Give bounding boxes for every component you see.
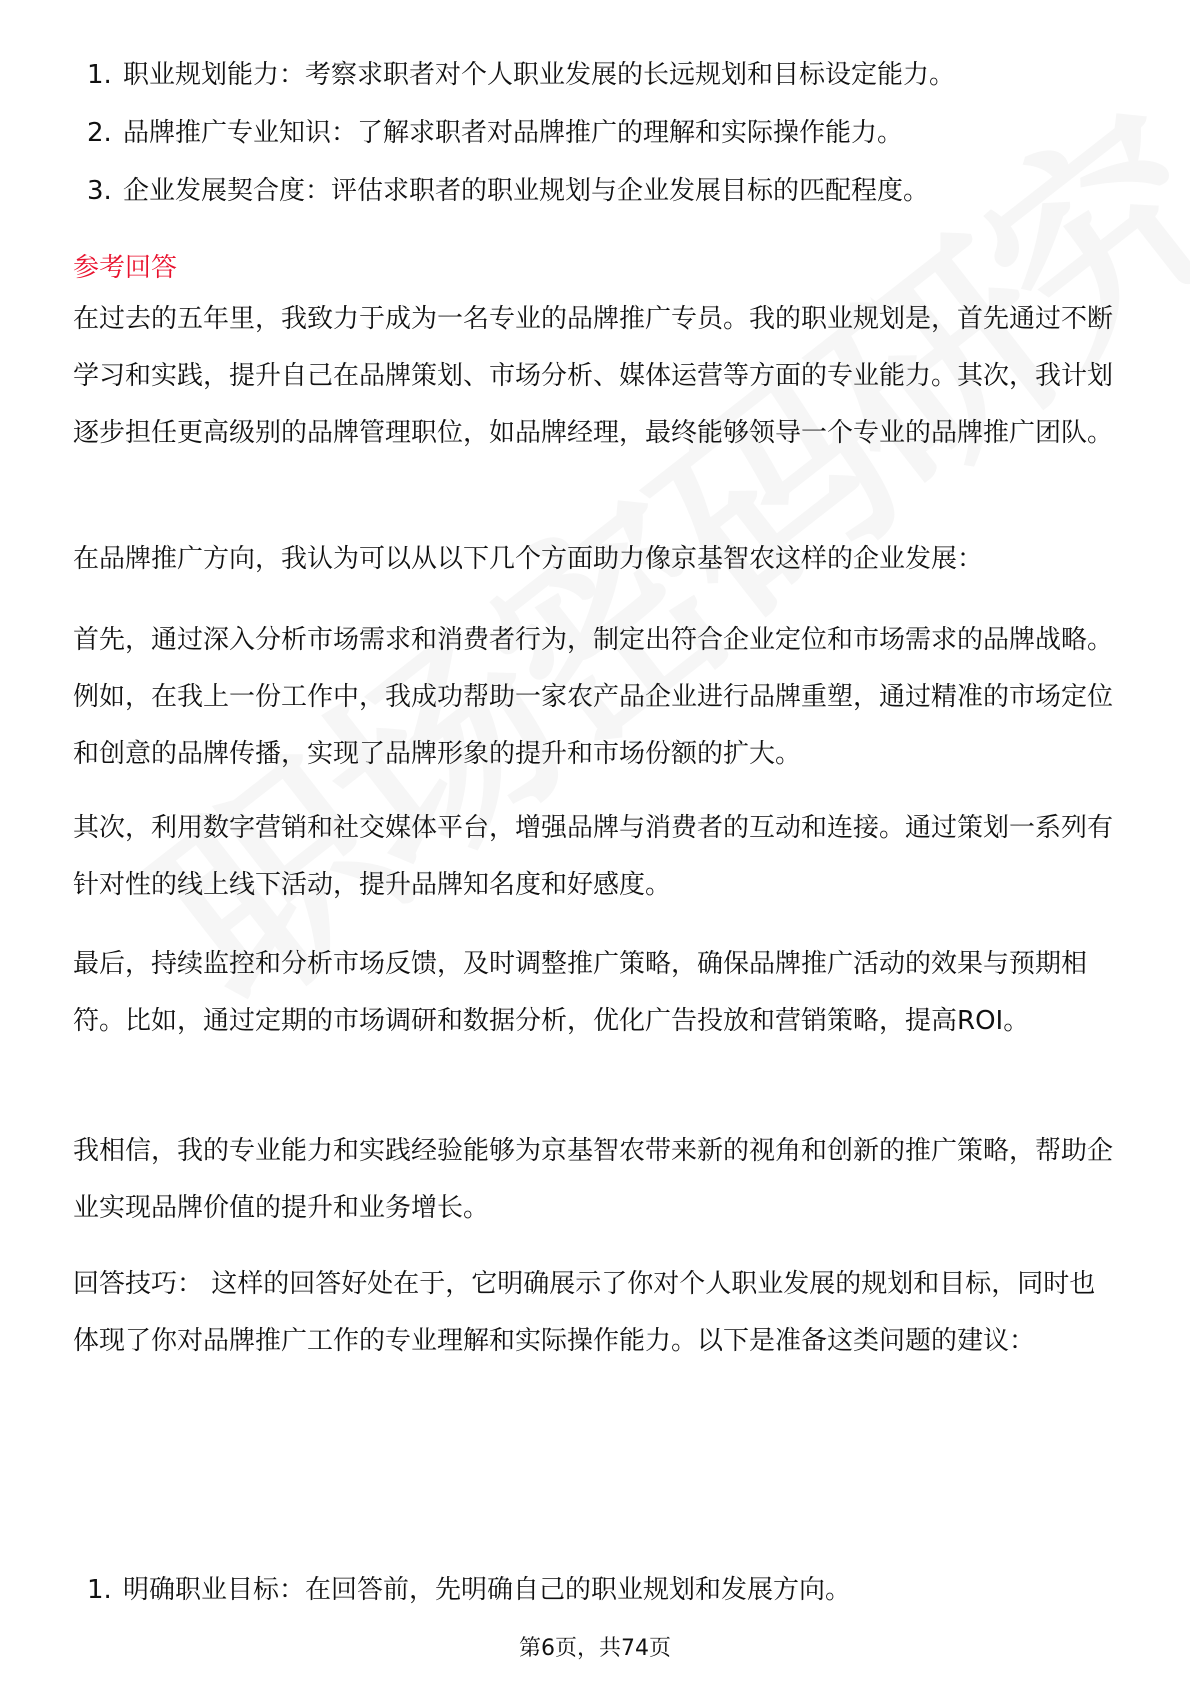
list-item — [73, 60, 955, 118]
list-number: 3. — [87, 176, 112, 206]
page-footer: 第6页，共74页 — [519, 1636, 671, 1661]
list-item — [73, 176, 955, 234]
list-text: 企业发展契合度：评估求职者的职业规划与企业发展目标的匹配程度。 — [123, 176, 930, 206]
list-number: 1. — [87, 60, 112, 90]
paragraph: 在品牌推广方向，我认为可以从以下几个方面助力像京基智农这样的企业发展： — [73, 544, 984, 574]
paragraph: 我相信，我的专业能力和实践经验能够为京基智农带来新的视角和创新的推广策略，帮助企业实现品牌价值的提升和业务增长。 — [73, 1136, 1114, 1223]
list-number: 1. — [87, 1575, 112, 1605]
paragraph: 其次，利用数字营销和社交媒体平台，增强品牌与消费者的互动和连接。通过策划一系列有针对性的线上线下活动，提升品牌知名度和好感度。 — [73, 813, 1114, 900]
list-text: 明确职业目标：在回答前，先明确自己的职业规划和发展方向。 — [123, 1575, 852, 1605]
paragraph: 首先，通过深入分析市场需求和消费者行为，制定出符合企业定位和市场需求的品牌战略。例如，在我上一份工作中，我成功帮助一家农产品企业进行品牌重塑，通过精准的市场定位和创意的品牌传播，实现了品牌形象的提升和市场份额的扩大。 — [73, 625, 1114, 769]
paragraph: 最后，持续监控和分析市场反馈，及时调整推广策略，确保品牌推广活动的效果与预期相符。比如，通过定期的市场调研和数据分析，优化广告投放和营销策略，提高ROI。 — [73, 949, 1088, 1036]
intro-list — [73, 60, 955, 234]
list-number: 2. — [87, 118, 112, 148]
paragraph: 在过去的五年里，我致力于成为一名专业的品牌推广专员。我的职业规划是，首先通过不断学习和实践，提升自己在品牌策划、市场分析、媒体运营等方面的专业能力。其次，我计划逐步担任更高级别的品牌管理职位，如品牌经理，最终能够领导一个专业的品牌推广团队。 — [73, 304, 1114, 448]
list-item — [73, 118, 955, 176]
list-item — [73, 1575, 851, 1605]
paragraph: 回答技巧： 这样的回答好处在于，它明确展示了你对个人职业发展的规划和目标，同时也体现了你对品牌推广工作的专业理解和实际操作能力。以下是准备这类问题的建议： — [73, 1269, 1096, 1356]
list-text: 品牌推广专业知识：了解求职者对品牌推广的理解和实际操作能力。 — [123, 118, 904, 148]
tips-list — [73, 1575, 851, 1605]
section-title: 参考回答 — [73, 253, 178, 283]
list-text: 职业规划能力：考察求职者对个人职业发展的长远规划和目标设定能力。 — [123, 60, 956, 90]
